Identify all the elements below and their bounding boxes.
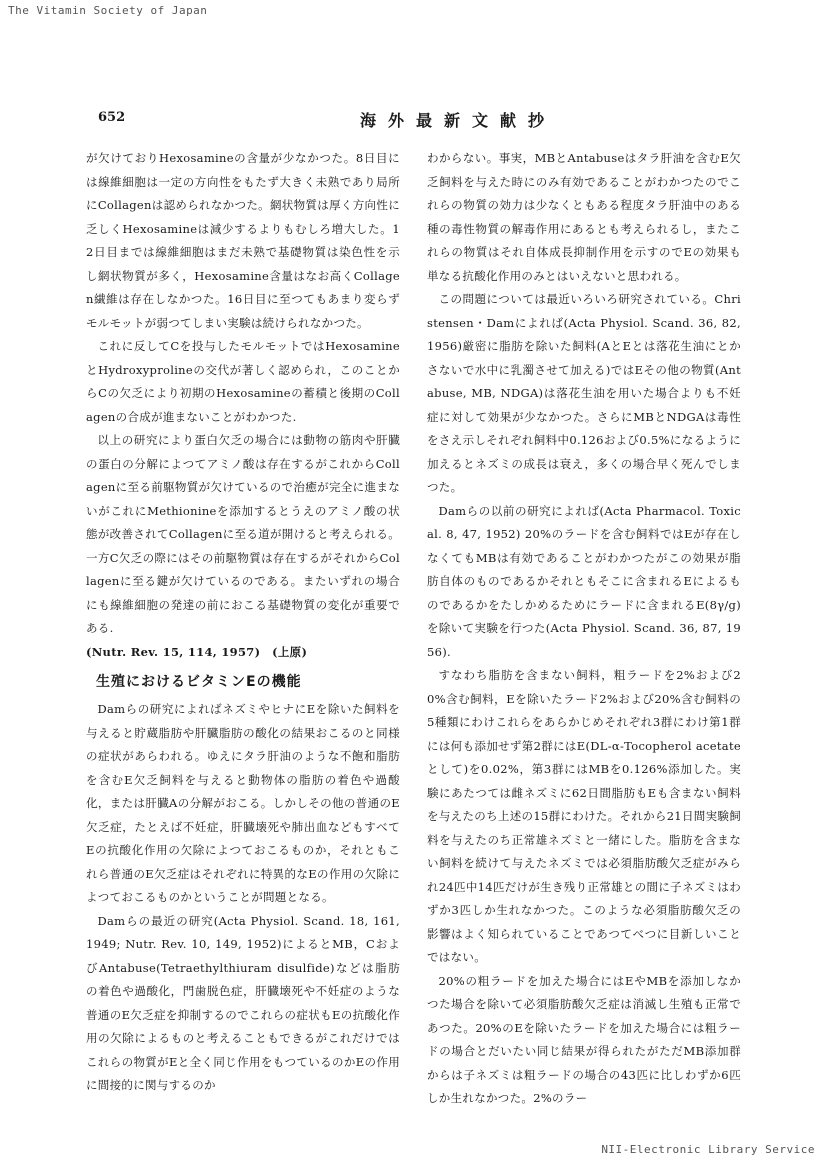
paragraph: Damらの研究によればネズミやヒナにEを除いた飼料を与えると貯蔵脂肪や肝臓脂肪の酸化の結果おこるのと同様の症状があらわれる。ゆえにタラ肝油のような不飽和脂肪を含むE欠乏飼料を与えると動物体の脂肪の着色や過酸化，または肝臓Aの分解がおこる。しかしその他の普通のE欠乏症，たとえば不妊症，肝臓壊死や肺出血などもすべてEの抗酸化作用の欠除によつておこるものか，それともこれら普通のE欠乏症はそれぞれに特異的なEの作用の欠除によつておこるものかということが問題となる。 [86, 702, 400, 904]
footer-service: NII-Electronic Library Service [601, 1143, 815, 1156]
right-column [427, 147, 741, 1111]
paragraph: Damらの最近の研究(Acta Physiol. Scand. 18, 161, 1949; Nutr. Rev. 10, 149, 1952)によるとMB，CおよびAntabuse(Tetraethylthiuram disulfide)などは脂肪の着色や過酸化，門歯脱色症，肝臓壊死や不妊症のような普通のE欠乏症を抑制するのでこれらの症状もEの抗酸化作用の欠除によるものと考えることもできるがこれだけではこれらの物質がEと全く同じ作用をもつているのかEの作用に間接的に関与するのか [86, 913, 400, 1092]
left-column [86, 147, 400, 1098]
section-heading: 生殖におけるビタミンEの機能 [96, 674, 302, 690]
paragraph: この問題については最近いろいろ研究されている。Christensen・Damによれば(Acta Physiol. Scand. 36, 82, 1956)厳密に脂肪を除いた飼料(AとEとは落花生油にとかさないで水中に乳濁させて加える)ではEその他の物質(Antabuse, MB, NDGA)は落花生油を用いた場合よりも不妊症に対して効果が少なかつた。さらにMBとNDGAは毒性をさえ示しそれぞれ飼料中0.126および0.5%になるように加えるとネズミの成長は衰え，多くの場合早く死んでしまつた。 [427, 292, 741, 494]
paragraph: わからない。事実，MBとAntabuseはタラ肝油を含むE欠乏飼料を与えた時にのみ有効であることがわかつたのでこれらの物質の効力は少なくともある程度タラ肝油中のある種の毒性物質の解毒作用にあるとも考えられるし，またこれらの物質はそれ自体成長抑制作用を示すのでEの効果も単なる抗酸化作用のみとはいえないと思われる。 [427, 151, 741, 283]
paragraph: 以上の研究により蛋白欠乏の場合には動物の筋肉や肝臓の蛋白の分解によつてアミノ酸は存在するがこれからCollagenに至る前駆物質が欠けているので治癒が完全に進まないがこれにMethionineを添加するとうえのアミノ酸の状態が改善されてCollagenに至る道が開けると考えられる。一方C欠乏の際にはその前駆物質は存在するがそれからCollagenに至る鍵が欠けているのである。またいずれの場合にも線維細胞の発達の前におこる基礎物質の変化が重要である. [86, 433, 400, 635]
page-number: 652 [98, 110, 126, 125]
paragraph: すなわち脂肪を含まない飼料，粗ラードを2%および20%含む飼料，Eを除いたラード2%および20%含む飼料の5種類にわけこれらをあらかじめそれぞれ3群にわけ第1群には何も添加せず第2群にはE(DL-α-Tocopherol acetateとして)を0.02%，第3群にはMBを0.126%添加した。実験にあたつては雌ネズミに62日間脂肪もEも含まない飼料を与えたのち上述の15群にわけた。それから21日間実験飼料を与えたのち正常雄ネズミと一緒にした。脂肪を含まない飼料を続けて与えたネズミでは必須脂肪酸欠乏症がみられ24匹中14匹だけが生き残り正常雄との間に子ネズミはわずか3匹しか生れなかつた。このような必須脂肪酸欠乏の影響はよく知られていることであつてべつに目新しいことではない。 [427, 668, 741, 964]
page-title: 海外最新文献抄 [360, 111, 557, 130]
paragraph: Damらの以前の研究によれば(Acta Pharmacol. Toxical. 8, 47, 1952) 20%のラードを含む飼料ではEが存在しなくてもMBは有効であることがわかつたがこの効果が脂肪自体のものであるかそれともそこに含まれるEによるものであるかをたしかめるためにラードに含まれるE(8γ/g)を除いて実験を行つた(Acta Physiol. Scand. 36, 87, 1956). [427, 503, 741, 659]
paragraph: これに反してCを投与したモルモットではHexosamineとHydroxyprolineの交代が著しく認められ，このことからCの欠乏により初期のHexosamineの蓄積と後期のCollagenの合成が進まないことがわかつた. [86, 339, 400, 424]
paragraph: 20%の粗ラードを加えた場合にはEやMBを添加しなかつた場合を除いて必須脂肪酸欠乏症は消滅し生殖も正常であつた。20%のEを除いたラードを加えた場合には粗ラードの場合とだいたい同じ結果が得られたがただMB添加群からは子ネズミは粗ラードの場合の43匹に比しわずか6匹しか生れなかつた。2%のラー [427, 973, 741, 1105]
society-header: The Vitamin Society of Japan [8, 4, 208, 17]
citation: (Nutr. Rev. 15, 114, 1957) (上原) [86, 644, 308, 659]
paragraph: が欠けておりHexosamineの含量が少なかつた。8日目には線維細胞は一定の方向性をもたず大きく未熟であり局所にCollagenは認められなかつた。網状物質は厚く方向性に乏しくHexosamineは減少するよりもむしろ増大した。12日目までは線維細胞はまだ未熟で基礎物質は染色性を示し網状物質が多く，Hexosamine含量はなお高くCollagen繊維は存在しなかつた。16日目に至つてもあまり変らずモルモットが弱つてしまい実験は続けられなかつた。 [86, 151, 400, 330]
